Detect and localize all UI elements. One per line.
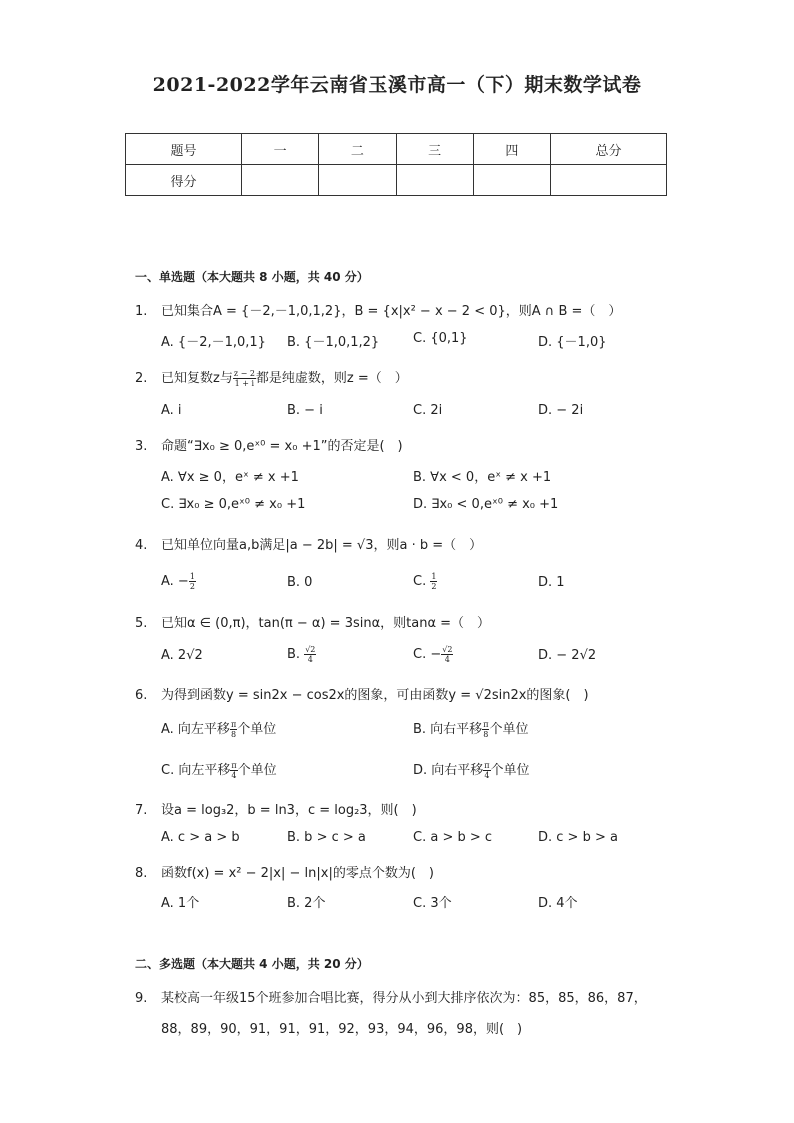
option-b[interactable]: B. {－1,0,1,2}: [287, 335, 380, 350]
section-heading: 一、单选题（本大题共 8 小题，共 40 分）: [135, 270, 369, 284]
question-number: 1.: [135, 304, 148, 319]
question-text: 已知α ∈ (0,π)，tan(π − α) = 3sinα，则tanα =（ ）: [161, 616, 491, 631]
option-b[interactable]: B. b > c > a: [287, 830, 366, 845]
option-d[interactable]: D. 1: [538, 575, 565, 590]
question-number: 5.: [135, 616, 148, 631]
question-number: 9.: [135, 991, 148, 1006]
table-cell: 三: [396, 134, 473, 165]
option-c[interactable]: C. ∃x₀ ≥ 0,eˣ⁰ ≠ x₀ +1: [161, 497, 306, 512]
option-b[interactable]: B. − i: [287, 403, 323, 418]
option-c[interactable]: C. 向左平移 $\frac{\pi}{4}$ 个单位: [161, 761, 277, 780]
question-7: [135, 799, 417, 818]
option-a[interactable]: A. c > a > b: [161, 830, 240, 845]
option-a[interactable]: A. 1个: [161, 896, 200, 911]
score-cell[interactable]: [242, 165, 319, 196]
question-2: [135, 367, 408, 388]
option-a[interactable]: A. i: [161, 403, 182, 418]
table-cell: 四: [473, 134, 550, 165]
option-c[interactable]: C. {0,1}: [413, 331, 468, 346]
option-b[interactable]: B. 向右平移 $\frac{\pi}{8}$ 个单位: [413, 720, 529, 739]
option-c[interactable]: C. a > b > c: [413, 830, 493, 845]
question-9: [135, 987, 647, 1006]
option-b[interactable]: B. 2个: [287, 896, 326, 911]
score-cell[interactable]: [473, 165, 550, 196]
question-text: 设a = log₃2，b = ln3，c = log₂3，则( ): [161, 803, 417, 818]
fraction: $\frac{z - 2}{1 + i}$: [233, 369, 255, 388]
question-3: [135, 435, 403, 454]
question-text: 已知复数z与: [161, 371, 233, 386]
option-b[interactable]: B. ∀x < 0，eˣ ≠ x +1: [413, 470, 552, 485]
option-a[interactable]: A. − $\frac{1}{2}$: [161, 572, 195, 591]
score-cell[interactable]: [396, 165, 473, 196]
table-cell: 题号: [126, 134, 242, 165]
question-number: 2.: [135, 371, 148, 386]
question-text: 命题“∃x₀ ≥ 0,eˣ⁰ = x₀ +1”的否定是( ): [161, 439, 403, 454]
option-c[interactable]: C. 2i: [413, 403, 443, 418]
option-a[interactable]: A. 2√2: [161, 648, 203, 663]
question-6: [135, 684, 589, 703]
score-table: [125, 133, 667, 196]
option-d[interactable]: D. ∃x₀ < 0,eˣ⁰ ≠ x₀ +1: [413, 497, 559, 512]
option-d[interactable]: D. 4个: [538, 896, 578, 911]
option-d[interactable]: D. − 2i: [538, 403, 584, 418]
question-8: [135, 862, 434, 881]
question-number: 7.: [135, 803, 148, 818]
question-text: 为得到函数y = sin2x − cos2x的图象，可由函数y = √2sin2x的图象( ): [161, 688, 589, 703]
option-d[interactable]: D. − 2√2: [538, 648, 597, 663]
option-c[interactable]: C. − $\frac{√2}{4}$: [413, 645, 453, 664]
option-d[interactable]: D. 向右平移 $\frac{\pi}{4}$ 个单位: [413, 761, 530, 780]
option-a[interactable]: A. ∀x ≥ 0，eˣ ≠ x +1: [161, 470, 299, 485]
page-title: 2021-2022学年云南省玉溪市高一（下）期末数学试卷: [152, 74, 642, 96]
question-number: 3.: [135, 439, 148, 454]
question-1: [135, 300, 621, 319]
option-c[interactable]: C. $\frac{1}{2}$: [413, 572, 437, 591]
table-cell: 二: [319, 134, 396, 165]
score-cell[interactable]: [319, 165, 396, 196]
option-d[interactable]: D. c > b > a: [538, 830, 618, 845]
option-a[interactable]: A. {－2,－1,0,1}: [161, 335, 266, 350]
option-b[interactable]: B. $\frac{√2}{4}$: [287, 645, 316, 664]
question-text: 函数f(x) = x² − 2|x| − ln|x|的零点个数为( ): [161, 866, 434, 881]
section-heading: 二、多选题（本大题共 4 小题，共 20 分）: [135, 957, 369, 971]
question-5: [135, 612, 490, 631]
question-text: 某校高一年级15个班参加合唱比赛，得分从小到大排序依次为：85，85，86，87，: [161, 991, 647, 1006]
option-c[interactable]: C. 3个: [413, 896, 452, 911]
table-cell: 一: [242, 134, 319, 165]
question-4: [135, 534, 482, 553]
question-text: 已知集合A = {－2,－1,0,1,2}，B = {x|x² − x − 2 < 0}，则A ∩ B =（ ）: [161, 304, 622, 319]
table-cell: 总分: [551, 134, 667, 165]
table-cell: 得分: [126, 165, 242, 196]
option-b[interactable]: B. 0: [287, 575, 313, 590]
option-d[interactable]: D. {－1,0}: [538, 335, 607, 350]
score-cell[interactable]: [551, 165, 667, 196]
question-number: 6.: [135, 688, 148, 703]
question-number: 4.: [135, 538, 148, 553]
question-text: 已知单位向量a,b满足|a − 2b| = √3，则a · b =（ ）: [161, 538, 483, 553]
option-a[interactable]: A. 向左平移 $\frac{\pi}{8}$ 个单位: [161, 720, 277, 739]
question-number: 8.: [135, 866, 148, 881]
table-row: [126, 165, 667, 196]
question-9-continued: 88，89，90，91，91，91，92，93，94，96，98，则( ): [161, 1022, 523, 1037]
table-row: [126, 134, 667, 165]
question-text: 都是纯虚数，则z =（ ）: [255, 371, 408, 386]
